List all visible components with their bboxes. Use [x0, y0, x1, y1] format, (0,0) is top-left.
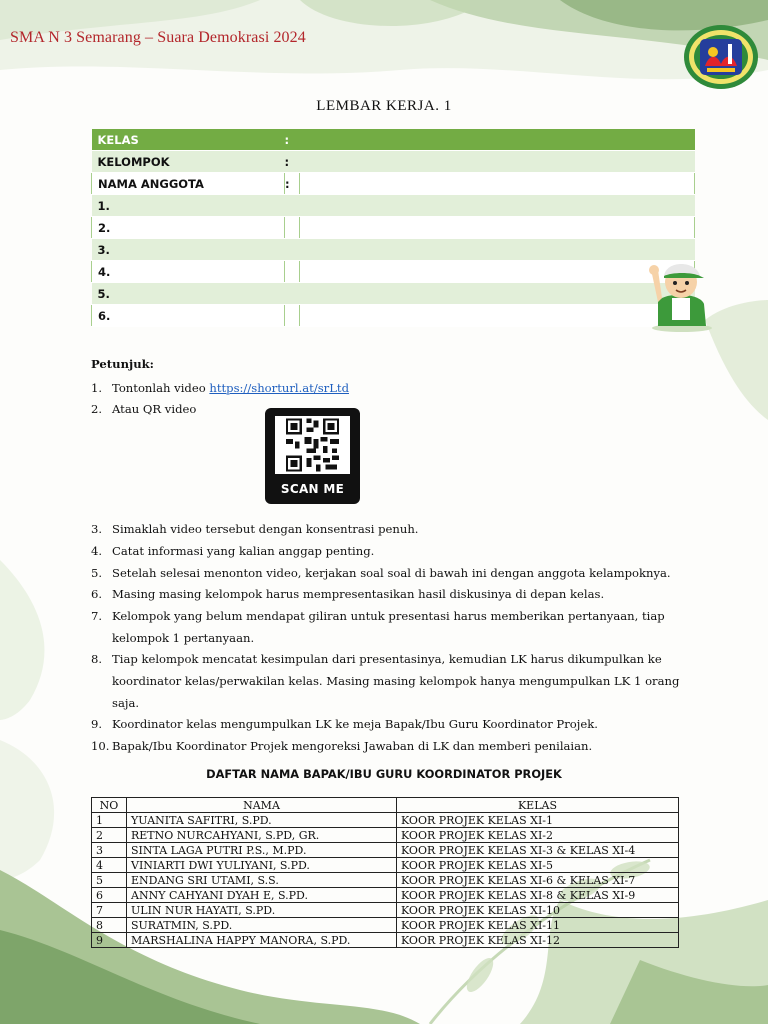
table-row: [92, 903, 679, 918]
column-header-kelas: KELAS: [397, 798, 679, 813]
column-header-nama: NAMA: [127, 798, 397, 813]
instruction-number: 1.: [91, 380, 103, 395]
qr-code-icon: [275, 416, 350, 474]
identity-colon: [285, 195, 300, 217]
instruction-item: [91, 399, 681, 519]
instruction-item: [91, 541, 681, 563]
identity-colon: :: [285, 173, 300, 195]
member-number: 6.: [92, 305, 285, 327]
member-number: 1.: [92, 195, 285, 217]
instruction-item: [91, 563, 681, 585]
member-name-field[interactable]: [300, 195, 695, 217]
member-number: 5.: [92, 283, 285, 305]
instruction-number: 10.: [91, 739, 110, 754]
worksheet-title: LEMBAR KERJA. 1: [316, 98, 452, 114]
instruction-text: Simaklah video tersebut dengan konsentrasi penuh.: [112, 522, 419, 537]
member-name-field[interactable]: [300, 283, 695, 305]
cell-nama: RETNO NURCAHYANI, S.PD, GR.: [127, 828, 397, 843]
table-row: [92, 843, 679, 858]
identity-colon: [285, 217, 300, 239]
cell-kelas: KOOR PROJEK KELAS XI-10: [397, 903, 679, 918]
member-row: [92, 195, 695, 217]
member-row: [92, 305, 695, 327]
cell-nama: ENDANG SRI UTAMI, S.S.: [127, 873, 397, 888]
instructions-section: [91, 354, 681, 758]
member-number: 2.: [92, 217, 285, 239]
qr-code[interactable]: [265, 408, 360, 504]
cell-kelas: KOOR PROJEK KELAS XI-8 & KELAS XI-9: [397, 888, 679, 903]
cell-kelas: KOOR PROJEK KELAS XI-11: [397, 918, 679, 933]
instruction-item: [91, 378, 681, 400]
instruction-item: [91, 606, 681, 649]
cell-nama: ANNY CAHYANI DYAH E, S.PD.: [127, 888, 397, 903]
member-row: [92, 217, 695, 239]
instruction-text: Koordinator kelas mengumpulkan LK ke meja Bapak/Ibu Guru Koordinator Projek.: [112, 717, 598, 732]
teacher-table-header: [92, 798, 679, 813]
identity-label: KELAS: [92, 129, 285, 151]
cell-kelas: KOOR PROJEK KELAS XI-6 & KELAS XI-7: [397, 873, 679, 888]
cell-nama: SINTA LAGA PUTRI P.S., M.PD.: [127, 843, 397, 858]
teacher-list-title: DAFTAR NAMA BAPAK/IBU GURU KOORDINATOR PROJEK: [206, 767, 562, 781]
school-header-title: SMA N 3 Semarang – Suara Demokrasi 2024: [10, 29, 306, 46]
identity-colon: :: [285, 151, 300, 173]
instruction-item: [91, 584, 681, 606]
table-row: [92, 888, 679, 903]
identity-row-kelas: [92, 129, 695, 151]
instruction-text: Kelompok yang belum mendapat giliran untuk presentasi harus memberikan pertanyaan, tiap kelompok 1 pertanyaan.: [112, 608, 665, 645]
identity-colon: [285, 261, 300, 283]
identity-value-field[interactable]: [300, 129, 695, 151]
cell-kelas: KOOR PROJEK KELAS XI-3 & KELAS XI-4: [397, 843, 679, 858]
teacher-table: [91, 797, 679, 948]
instruction-number: 8.: [91, 652, 103, 667]
identity-value-field[interactable]: [300, 173, 695, 195]
cell-nama: MARSHALINA HAPPY MANORA, S.PD.: [127, 933, 397, 948]
identity-label: NAMA ANGGOTA: [92, 173, 285, 195]
identity-colon: :: [285, 129, 300, 151]
instruction-item: [91, 649, 681, 714]
school-logo-icon: [683, 24, 759, 90]
instructions-heading: Petunjuk:: [91, 357, 154, 371]
instruction-text: Masing masing kelompok harus mempresentasikan hasil diskusinya di depan kelas.: [112, 587, 605, 602]
member-name-field[interactable]: [300, 239, 695, 261]
instruction-text: Catat informasi yang kalian anggap penting.: [112, 543, 375, 558]
identity-row-kelompok: [92, 151, 695, 173]
cell-nama: YUANITA SAFITRI, S.PD.: [127, 813, 397, 828]
member-name-field[interactable]: [300, 217, 695, 239]
identity-colon: [285, 305, 300, 327]
instruction-number: 9.: [91, 717, 103, 732]
member-name-field[interactable]: [300, 305, 695, 327]
cell-kelas: KOOR PROJEK KELAS XI-12: [397, 933, 679, 948]
instructions-list: [91, 378, 681, 758]
instruction-number: 7.: [91, 608, 103, 623]
identity-label: KELOMPOK: [92, 151, 285, 173]
cell-nama: ULIN NUR HAYATI, S.PD.: [127, 903, 397, 918]
instruction-text: Setelah selesai menonton video, kerjakan soal soal di bawah ini dengan anggota kelampoknya.: [112, 565, 671, 580]
instruction-number: 2.: [91, 402, 103, 417]
member-row: [92, 239, 695, 261]
cell-no: 2: [92, 828, 127, 843]
column-header-no: NO: [92, 798, 127, 813]
instruction-number: 4.: [91, 543, 103, 558]
cell-no: 1: [92, 813, 127, 828]
table-row: [92, 918, 679, 933]
member-number: 4.: [92, 261, 285, 283]
table-row: [92, 873, 679, 888]
member-row: [92, 283, 695, 305]
instruction-item: [91, 736, 681, 758]
member-number: 3.: [92, 239, 285, 261]
instruction-text: Atau QR video: [112, 402, 197, 417]
instruction-number: 6.: [91, 587, 103, 602]
instruction-item: [91, 519, 681, 541]
instruction-text: Tontonlah video: [112, 380, 210, 395]
cell-no: 3: [92, 843, 127, 858]
table-row: [92, 828, 679, 843]
table-row: [92, 933, 679, 948]
table-row: [92, 813, 679, 828]
cell-no: 9: [92, 933, 127, 948]
identity-colon: [285, 239, 300, 261]
instruction-number: 5.: [91, 565, 103, 580]
cell-nama: VINIARTI DWI YULIYANI, S.PD.: [127, 858, 397, 873]
identity-table: [91, 129, 695, 327]
instruction-number: 3.: [91, 522, 103, 537]
instruction-text: Tiap kelompok mencatat kesimpulan dari presentasinya, kemudian LK harus dikumpulkan ke koordinator kelas/perwakilan kelas. Masing masing kelompok hanya mengumpulkan LK 1 orang saja.: [112, 652, 680, 710]
cell-nama: SURATMIN, S.PD.: [127, 918, 397, 933]
table-row: [92, 858, 679, 873]
cell-no: 7: [92, 903, 127, 918]
video-link[interactable]: https://shorturl.at/srLtd: [209, 380, 349, 395]
instruction-item: [91, 714, 681, 736]
instruction-text: Bapak/Ibu Koordinator Projek mengoreksi Jawaban di LK dan memberi penilaian.: [112, 739, 593, 754]
cell-no: 6: [92, 888, 127, 903]
student-mascot-icon: [646, 252, 714, 332]
cell-kelas: KOOR PROJEK KELAS XI-5: [397, 858, 679, 873]
cell-no: 5: [92, 873, 127, 888]
scan-me-label: SCAN ME: [280, 482, 345, 497]
member-name-field[interactable]: [300, 261, 695, 283]
cell-kelas: KOOR PROJEK KELAS XI-1: [397, 813, 679, 828]
cell-no: 4: [92, 858, 127, 873]
identity-value-field[interactable]: [300, 151, 695, 173]
qr-code-area: [112, 421, 681, 519]
identity-colon: [285, 283, 300, 305]
member-row: [92, 261, 695, 283]
identity-row-nama-anggota: [92, 173, 695, 195]
cell-no: 8: [92, 918, 127, 933]
cell-kelas: KOOR PROJEK KELAS XI-2: [397, 828, 679, 843]
